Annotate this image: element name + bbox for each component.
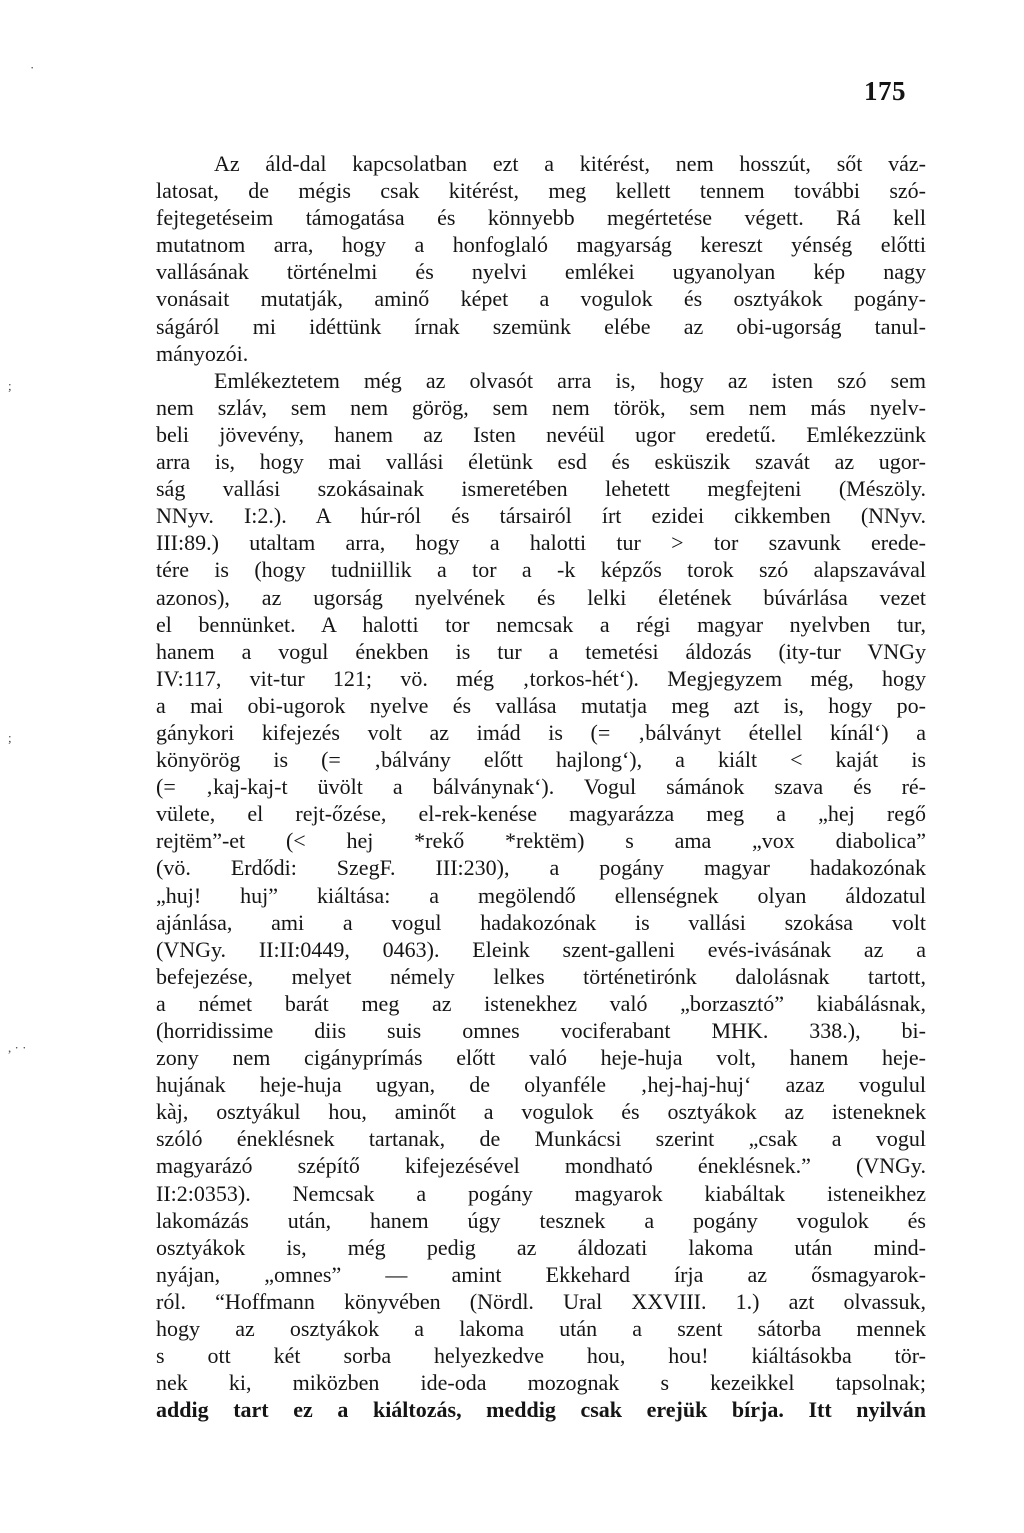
text-line: könyörög is (= ‚bálvány előtt hajlong‘), a kiált < kaját is — [156, 747, 926, 773]
text-line: arra is, hogy mai vallási életünk esd és esküszik szavát az ugor- — [156, 449, 926, 475]
text-line: ság vallási szokásainak ismeretében lehetett megfejteni (Mészöly. — [156, 476, 926, 502]
text-line: szóló éneklésnek tartanak, de Munkácsi szerint „csak a vogul — [156, 1126, 926, 1152]
text-line: magyarázó szépítő kifejezésével mondható éneklésnek.” (VNGy. — [156, 1153, 926, 1179]
text-line: s ott két sorba helyezkedve hou, hou! kiáltásokba tör- — [156, 1343, 926, 1369]
text-line: (= ‚kaj-kaj-t üvölt a bálványnak‘). Vogul sámánok szava és ré- — [156, 774, 926, 800]
text-line: nyájan, „omnes” — amint Ekkehard írja az ősmagyarok- — [156, 1261, 926, 1287]
text-line: rejtëm”-et (< hej *rekő *rektëm) s ama „vox diabolica” — [156, 828, 926, 854]
text-line: osztyákok is, még pedig az áldozati lakoma után mind- — [156, 1234, 926, 1260]
text-line: fejtegetéseim támogatása és könnyebb megértetése végett. Rá kell — [156, 205, 926, 231]
margin-mark: · — [30, 60, 35, 75]
text-line: Az áld-dal kapcsolatban ezt a kitérést, nem hosszút, sőt váz- — [214, 151, 926, 176]
text-line: zony nem cigányprímás előtt való heje-huja volt, hanem heje- — [156, 1045, 926, 1071]
text-line: a mai obi-ugorok nyelve és vallása mutatja meg azt is, hogy po- — [156, 692, 926, 718]
text-line: (VNGy. II:II:0449, 0463). Eleink szent-galleni evés-ivásának az a — [156, 936, 926, 962]
text-line: „huj! huj” kiáltása: a megölendő ellenségnek olyan áldozatul — [156, 882, 926, 908]
text-line: addig tart ez a kiáltozás, meddig csak erejük bírja. Itt nyilván — [156, 1397, 926, 1423]
text-line: (vö. Erdődi: SzegF. III:230), a pogány magyar hadakozónak — [156, 855, 926, 881]
text-line: nem szláv, sem nem görög, sem nem török, sem nem más nyelv- — [156, 394, 926, 420]
text-line: kàj, osztyákul hou, aminőt a vogulok és osztyákok az isteneknek — [156, 1099, 926, 1125]
body-text — [156, 150, 926, 1423]
text-line: ról. “Hoffmann könyvében (Nördl. Ural XXVIII. 1.) azt olvassuk, — [156, 1288, 926, 1314]
text-line: vülete, el rejt-őzése, el-rek-kenése magyarázza meg a „hej regő — [156, 801, 926, 827]
text-line: vonásait mutatják, aminő képet a vogulok és osztyákok pogány- — [156, 286, 926, 312]
text-line: ajánlása, ami a vogul hadakozónak is vallási szokása volt — [156, 909, 926, 935]
margin-mark: ; — [8, 378, 12, 393]
text-line: hogy az osztyákok a lakoma után a szent sátorba mennek — [156, 1316, 926, 1342]
text-line: el bennünket. A halotti tor nemcsak a régi magyar nyelvben tur, — [156, 611, 926, 637]
text-line: III:89.) utaltam arra, hogy a halotti tur > tor szavunk erede- — [156, 530, 926, 556]
page-number: 175 — [864, 76, 906, 106]
text-line: beli jövevény, hanem az Isten nevéül ugor eredetű. Emlékezzünk — [156, 421, 926, 447]
text-line: vallásának történelmi és nyelvi emlékei ugyanolyan kép nagy — [156, 259, 926, 285]
text-line: a német barát meg az istenekhez való „borzasztó” kiabálásnak, — [156, 990, 926, 1016]
text-line: gánykori kifejezés volt az imád is (= ‚bálványt étellel kínál‘) a — [156, 719, 926, 745]
margin-mark: ; — [8, 730, 12, 745]
text-line: II:2:0353). Nemcsak a pogány magyarok kiabáltak isteneikhez — [156, 1180, 926, 1206]
text-line: lakomázás után, hanem úgy tesznek a pogány vogulok és — [156, 1207, 926, 1233]
text-line: nek ki, miközben ide-oda mozognak s kezeikkel tapsolnak; — [156, 1370, 926, 1396]
text-line: ságáról mi idéttünk írnak szemünk elébe az obi-ugorság tanul- — [156, 313, 926, 339]
text-line: hujának heje-huja ugyan, de olyanféle ‚hej-haj-huj‘ azaz vogulul — [156, 1072, 926, 1098]
text-line: azonos), az ugorság nyelvének és lelki életének búvárlása vezet — [156, 584, 926, 610]
margin-mark: , · · — [8, 1040, 27, 1055]
text-line: (horridissime diis suis omnes vociferabant MHK. 338.), bi- — [156, 1018, 926, 1043]
text-line: mutatnom arra, hogy a honfoglaló magyarság kereszt yénség előtti — [156, 232, 926, 258]
text-line: NNyv. I:2.). A húr-ról és társairól írt ezidei cikkemben (NNyv. — [156, 503, 926, 529]
text-line: IV:117, vit-tur 121; vö. még ‚torkos-hét‘). Megjegyzem még, hogy — [156, 665, 926, 691]
text-line: Emlékeztetem még az olvasót arra is, hogy az isten szó sem — [214, 367, 926, 393]
text-line: hanem a vogul énekben is tur a temetési áldozás (ity-tur VNGy — [156, 638, 926, 664]
text-line: tére is (hogy tudniillik a tor a -k képzős torok szó alapszavával — [156, 557, 926, 583]
text-line: latosat, de mégis csak kitérést, meg kellett tennem további szó- — [156, 178, 926, 204]
text-line: mányozói. — [156, 340, 249, 366]
text-line: befejezése, melyet némely lelkes történetirónk dalolásnak tartott, — [156, 963, 926, 989]
